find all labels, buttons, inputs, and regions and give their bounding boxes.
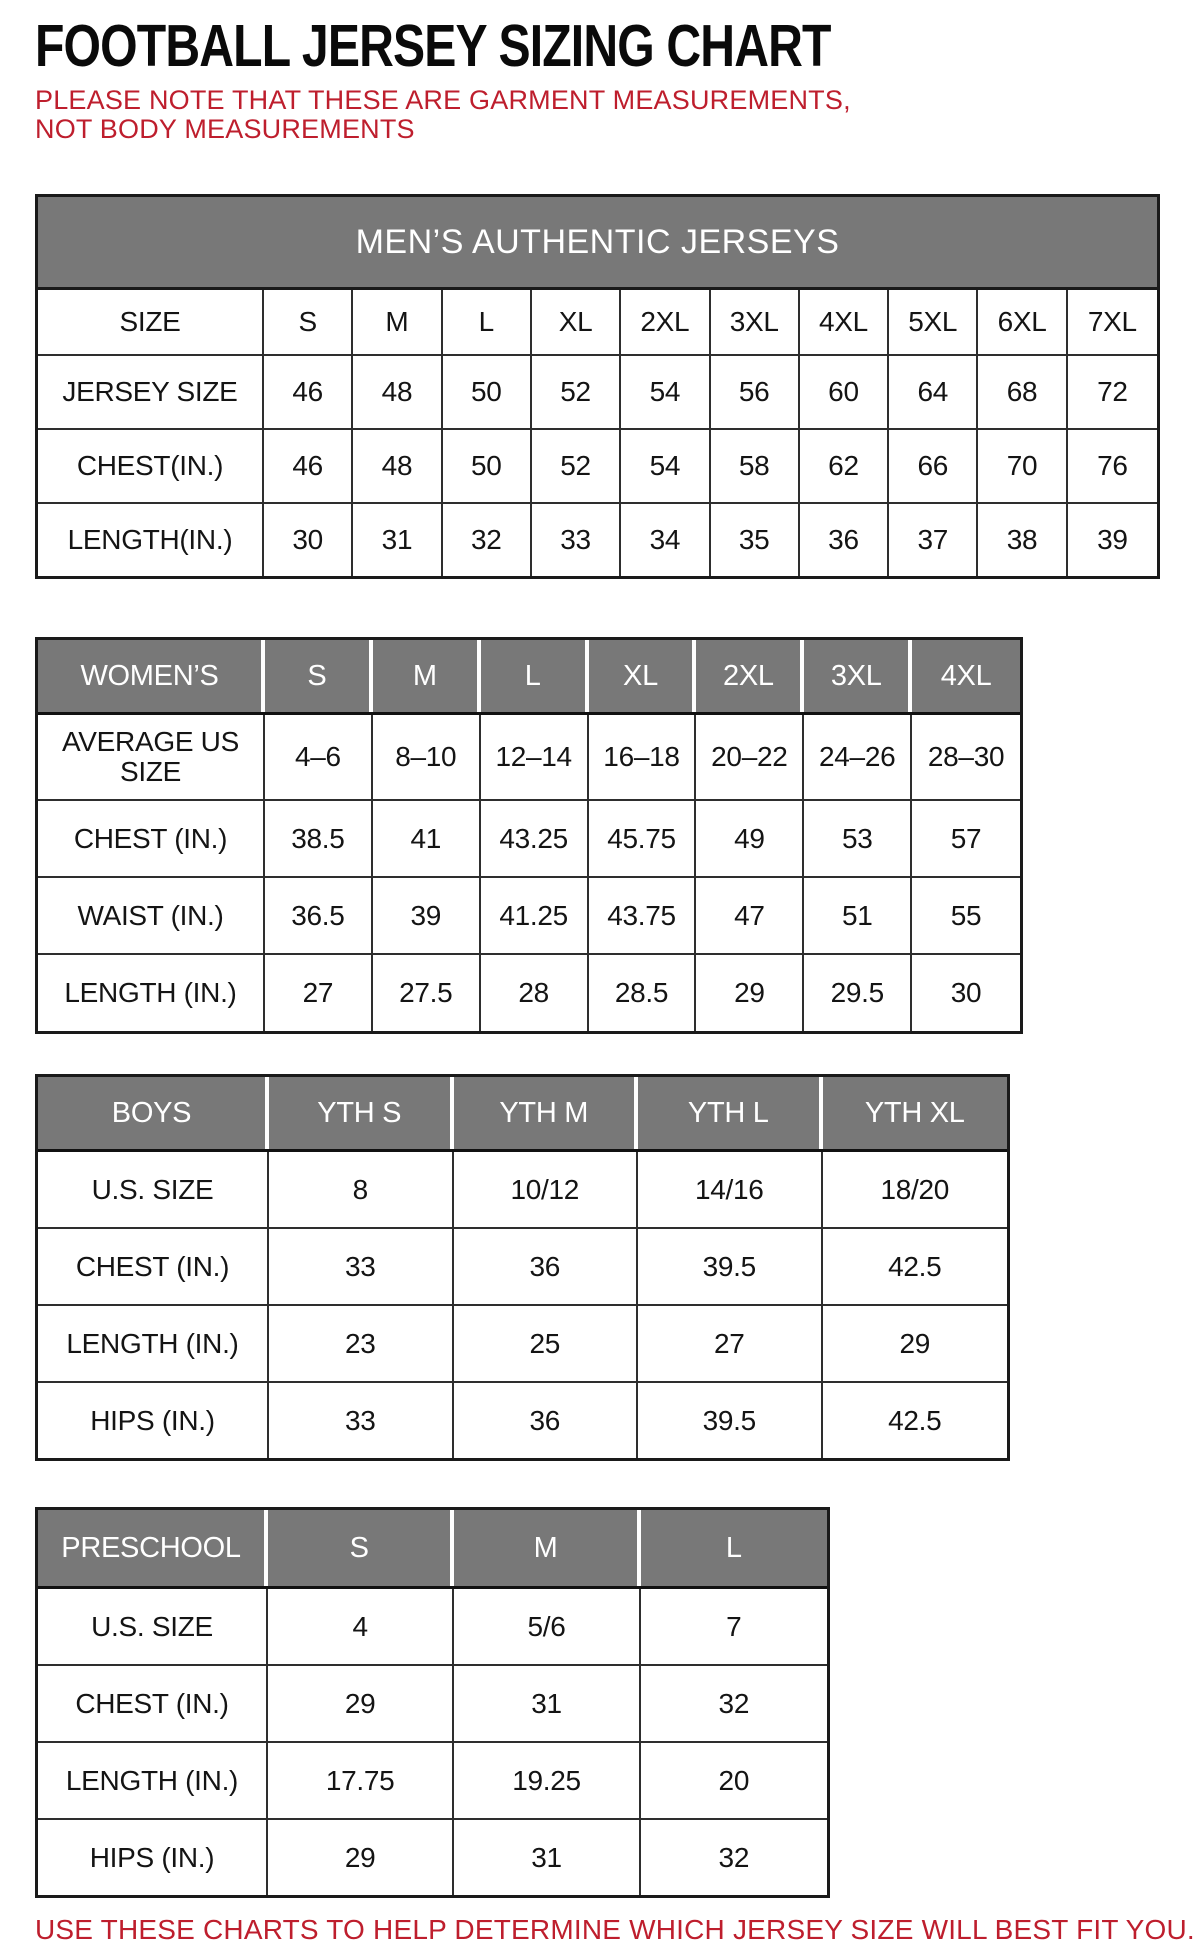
row-label: PRESCHOOL (38, 1510, 268, 1586)
cell: 49 (696, 801, 804, 876)
mens-table-body (38, 290, 1157, 576)
cell: 18/20 (880, 1173, 950, 1205)
cell: 41.25 (481, 878, 589, 953)
cell: 47 (696, 878, 804, 953)
cell: 28 (481, 955, 589, 1031)
cell: 39 (373, 878, 481, 953)
cell: YTH M (454, 1077, 639, 1149)
cell: M (353, 290, 442, 354)
cell: 64 (889, 356, 978, 428)
cell: YTH L (638, 1077, 823, 1149)
cell: 38 (978, 504, 1067, 576)
header-row (38, 1077, 1007, 1152)
row-label: WOMEN’S (38, 640, 265, 712)
table-row (38, 878, 1020, 955)
row-label: HIPS (IN.) (38, 1820, 268, 1895)
cell: 68 (978, 356, 1067, 428)
cell: M (373, 640, 481, 712)
cell: 28.5 (589, 955, 697, 1031)
cell: 33 (269, 1383, 454, 1458)
row-label: CHEST(IN.) (38, 430, 264, 502)
row-label: WAIST (IN.) (38, 878, 265, 953)
preschool-sizing-table (35, 1507, 830, 1898)
cell: 29 (696, 955, 804, 1031)
table-row (38, 1306, 1007, 1383)
cell: S (268, 1510, 454, 1586)
row-label: U.S. SIZE (38, 1589, 268, 1664)
cell: 51 (804, 878, 912, 953)
table-row (38, 1743, 827, 1820)
cell: 23 (269, 1306, 454, 1381)
cell: 36.5 (265, 878, 373, 953)
cell: 29 (268, 1820, 454, 1895)
row-label: CHEST (IN.) (38, 1229, 269, 1304)
cell: 57 (950, 822, 982, 854)
cell: 38.5 (265, 801, 373, 876)
cell: 39.5 (638, 1229, 823, 1304)
cell: 29 (268, 1666, 454, 1741)
cell: 58 (711, 430, 800, 502)
cell: 14/16 (638, 1152, 823, 1227)
cell: 8–10 (373, 715, 481, 799)
table-row (38, 430, 1157, 504)
cell: 7XL (1087, 306, 1137, 337)
row-label: AVERAGE US SIZE (38, 715, 265, 799)
table-row (38, 1229, 1007, 1306)
cell: 53 (804, 801, 912, 876)
cell: 42.5 (888, 1404, 942, 1436)
cell: 43.25 (481, 801, 589, 876)
cell: 32 (443, 504, 532, 576)
mens-table-banner: MEN’S AUTHENTIC JERSEYS (38, 197, 1157, 290)
cell: YTH XL (864, 1097, 965, 1129)
cell: 30 (264, 504, 353, 576)
cell: 52 (532, 356, 621, 428)
cell: 35 (711, 504, 800, 576)
row-label: CHEST (IN.) (38, 1666, 268, 1741)
cell: 43.75 (589, 878, 697, 953)
row-label: LENGTH (IN.) (38, 1743, 268, 1818)
cell: 24–26 (804, 715, 912, 799)
cell: 36 (454, 1229, 639, 1304)
row-label: U.S. SIZE (38, 1152, 269, 1227)
cell: 16–18 (589, 715, 697, 799)
cell: 27 (265, 955, 373, 1031)
cell: S (265, 640, 373, 712)
table-row (38, 504, 1157, 576)
table-row (38, 1589, 827, 1666)
cell: L (725, 1532, 742, 1564)
cell: 29.5 (804, 955, 912, 1031)
cell: 32 (718, 1687, 750, 1719)
footer-note: USE THESE CHARTS TO HELP DETERMINE WHICH JERSEY SIZE WILL BEST FIT YOU. (35, 1914, 1195, 1945)
cell: 36 (800, 504, 889, 576)
cell: 2XL (696, 640, 804, 712)
table-row (38, 1383, 1007, 1458)
cell: 4XL (800, 290, 889, 354)
cell: 48 (353, 356, 442, 428)
cell: 36 (454, 1383, 639, 1458)
row-label: BOYS (38, 1077, 269, 1149)
cell: 4–6 (265, 715, 373, 799)
cell: 50 (443, 356, 532, 428)
row-label: JERSEY SIZE (38, 356, 264, 428)
table-row (38, 1820, 827, 1895)
cell: 27 (638, 1306, 823, 1381)
cell: 5/6 (454, 1589, 640, 1664)
cell: 55 (950, 899, 982, 931)
cell: 62 (800, 430, 889, 502)
cell: 42.5 (888, 1250, 942, 1282)
cell: 10/12 (454, 1152, 639, 1227)
mens-authentic-jerseys-table (35, 194, 1160, 579)
cell: 33 (269, 1229, 454, 1304)
row-label: LENGTH(IN.) (38, 504, 264, 576)
cell: 76 (1097, 450, 1128, 481)
cell: 60 (800, 356, 889, 428)
page-title-text: FOOTBALL JERSEY SIZING CHART (35, 12, 831, 79)
cell: 39 (1097, 524, 1128, 555)
row-label: LENGTH (IN.) (38, 1306, 269, 1381)
cell: 20 (718, 1764, 750, 1796)
cell: 20–22 (696, 715, 804, 799)
table-row (38, 290, 1157, 356)
cell: 72 (1097, 376, 1128, 407)
row-label: LENGTH (IN.) (38, 955, 265, 1031)
cell: 54 (621, 356, 710, 428)
cell: L (481, 640, 589, 712)
cell: 54 (621, 430, 710, 502)
cell: 3XL (711, 290, 800, 354)
cell: 30 (950, 977, 982, 1008)
cell: 46 (264, 430, 353, 502)
cell: 27.5 (373, 955, 481, 1031)
cell: 4XL (940, 660, 992, 692)
garment-measurements-note: PLEASE NOTE THAT THESE ARE GARMENT MEASUREMENTS, NOT BODY MEASUREMENTS (35, 85, 851, 144)
womens-sizing-table (35, 637, 1023, 1034)
cell: 66 (889, 430, 978, 502)
cell: 12–14 (481, 715, 589, 799)
cell: 46 (264, 356, 353, 428)
page-title (35, 12, 1180, 79)
header-row (38, 1510, 827, 1589)
cell: XL (589, 640, 697, 712)
cell: 31 (353, 504, 442, 576)
cell: 48 (353, 430, 442, 502)
row-label: CHEST (IN.) (38, 801, 265, 876)
cell: M (454, 1510, 640, 1586)
cell: XL (532, 290, 621, 354)
cell: 50 (443, 430, 532, 502)
table-row (38, 801, 1020, 878)
row-label: HIPS (IN.) (38, 1383, 269, 1458)
cell: 25 (454, 1306, 639, 1381)
cell: 28–30 (927, 741, 1005, 772)
boys-sizing-table (35, 1074, 1010, 1461)
cell: 45.75 (589, 801, 697, 876)
cell: 70 (978, 430, 1067, 502)
cell: 8 (269, 1152, 454, 1227)
cell: 6XL (978, 290, 1067, 354)
cell: 5XL (889, 290, 978, 354)
cell: 52 (532, 430, 621, 502)
cell: L (443, 290, 532, 354)
cell: 19.25 (454, 1743, 640, 1818)
cell: 2XL (621, 290, 710, 354)
table-row (38, 715, 1020, 801)
cell: 7 (726, 1610, 742, 1642)
cell: 41 (373, 801, 481, 876)
cell: 32 (718, 1841, 750, 1873)
table-row (38, 356, 1157, 430)
table-row (38, 955, 1020, 1031)
cell: 39.5 (638, 1383, 823, 1458)
table-row (38, 1666, 827, 1743)
cell: 3XL (804, 640, 912, 712)
cell: 17.75 (268, 1743, 454, 1818)
cell: 31 (454, 1666, 640, 1741)
cell: 29 (899, 1327, 931, 1359)
cell: 31 (454, 1820, 640, 1895)
table-row (38, 1152, 1007, 1229)
cell: 4 (268, 1589, 454, 1664)
cell: 34 (621, 504, 710, 576)
row-label: SIZE (38, 290, 264, 354)
cell: 56 (711, 356, 800, 428)
cell: 37 (889, 504, 978, 576)
cell: 33 (532, 504, 621, 576)
cell: YTH S (269, 1077, 454, 1149)
header-row (38, 640, 1020, 715)
cell: S (264, 290, 353, 354)
